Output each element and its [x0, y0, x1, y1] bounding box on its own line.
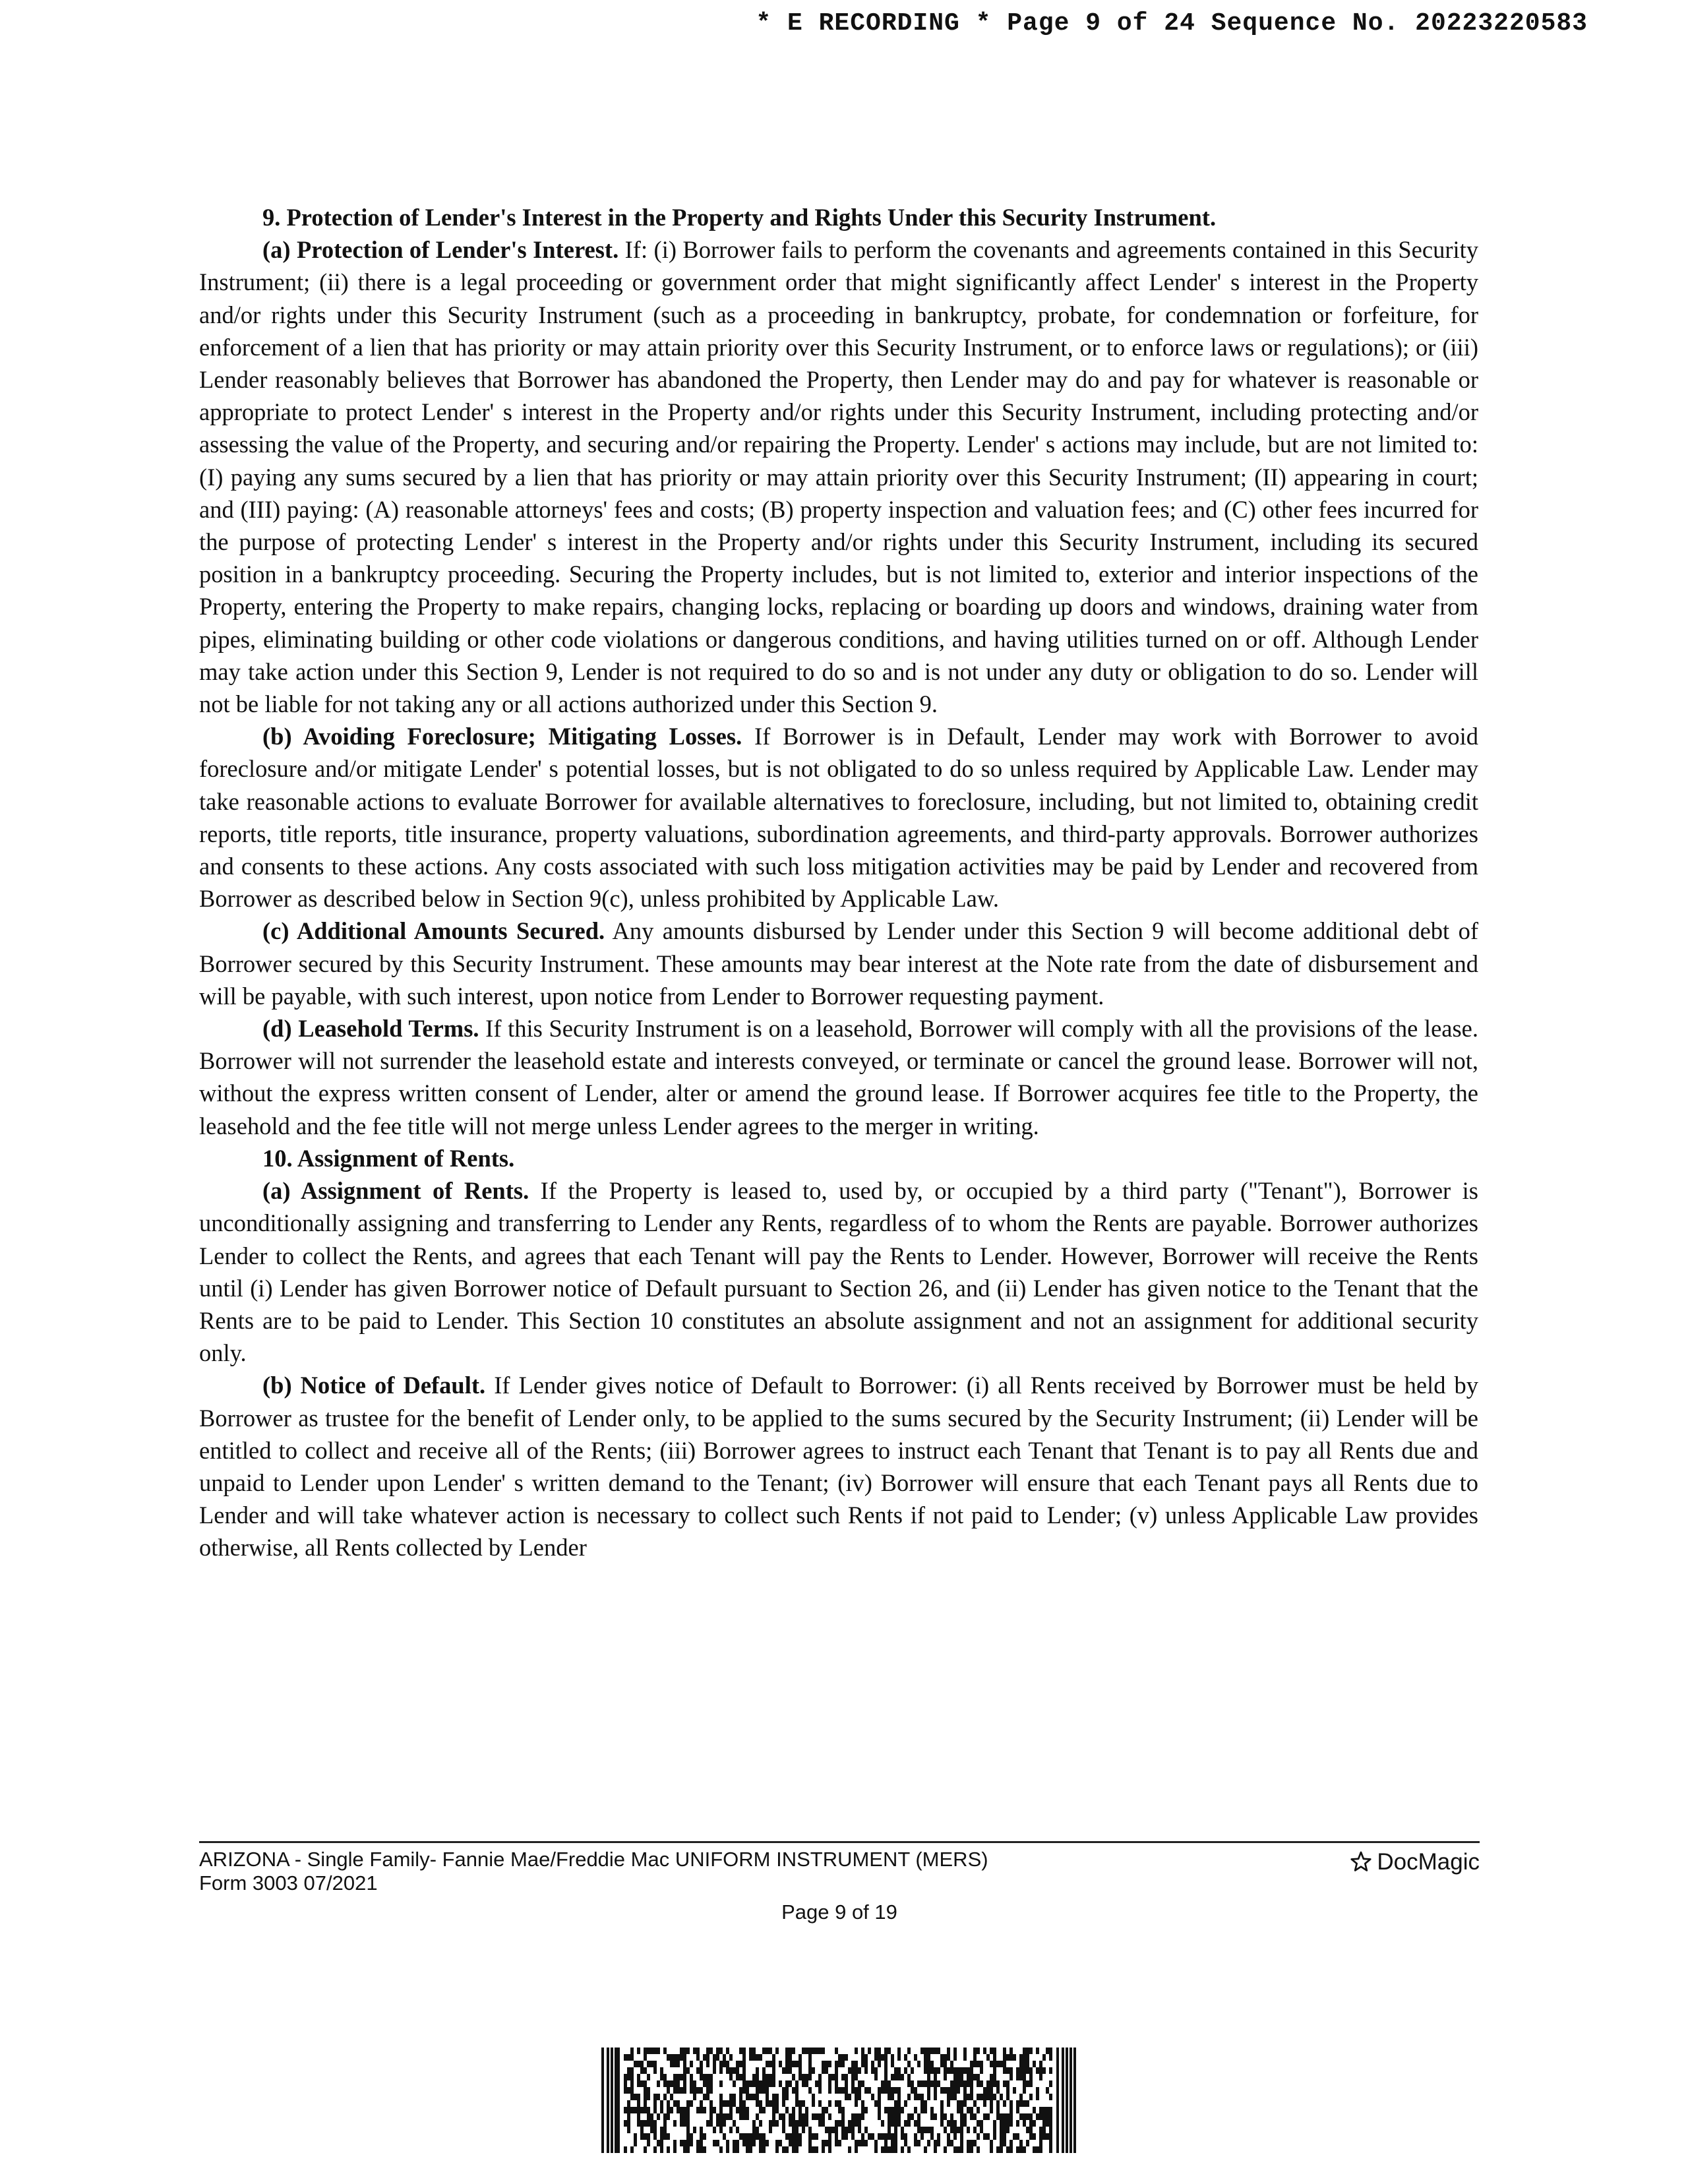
section-9c-label: (c) Additional Amounts Secured. [262, 917, 605, 945]
section-9b-paragraph [199, 720, 1478, 915]
section-9d-text: If this Security Instrument is on a leasehold, Borrower will comply with all the provisions of the lease. Borrower will not surrender the leasehold estate and interests conveyed, or terminate or cancel the ground lease. Borrower will not, without the express written consent of Lender, alter or amend the ground lease. If Borrower acquires fee title to the Property, the leasehold and the fee title will not merge unless Lender agrees to the merger in writing. [199, 1015, 1478, 1139]
footer-divider [199, 1841, 1480, 1843]
section-10a-paragraph [199, 1174, 1478, 1369]
section-10-heading: 10. Assignment of Rents. [262, 1144, 515, 1172]
section-10b-paragraph [199, 1369, 1478, 1563]
section-10a-text: If the Property is leased to, used by, or occupied by a third party ("Tenant"), Borrower is unconditionally assigning and transferring to Lender any Rents, regardless of to whom the Rents are payable. Borrower authorizes Lender to collect the Rents, and agrees that each Tenant will pay the Rents to Lender. However, Borrower will receive the Rents until (i) Lender has given Borrower notice of Default pursuant to Section 26, and (ii) Lender has given notice to the Tenant that the Rents are to be paid to Lender. This Section 10 constitutes an absolute assignment and not an assignment for additional security only. [199, 1177, 1478, 1367]
barcode-image [601, 2048, 1076, 2153]
section-9a-text: If: (i) Borrower fails to perform the covenants and agreements contained in this Security Instrument; (ii) there is a legal proceeding or government order that might significantly affect Lender' s interest in the Property and/or rights under this Security Instrument (such as a proceeding in bankruptcy, probate, for condemnation or forfeiture, for enforcement of a lien that has priority or may attain priority over this Security Instrument, or to enforce laws or regulations); or (iii) Lender reasonably believes that Borrower has abandoned the Property, then Lender may do and pay for whatever is reasonable or appropriate to protect Lender' s interest in the Property and/or rights under this Security Instrument, including protecting and/or assessing the value of the Property, and securing and/or repairing the Property. Lender' s actions may include, but are not limited to: (I) paying any sums secured by a lien that has priority or may attain priority over this Security Instrument; (II) appearing in court; and (III) paying: (A) reasonable attorneys' fees and costs; (B) property inspection and valuation fees; and (C) other fees incurred for the purpose of protecting Lender' s interest in the Property and/or rights under this Security Instrument, including its secured position in a bankruptcy proceeding. Securing the Property includes, but is not limited to, exterior and interior inspections of the Property, entering the Property to make repairs, changing locks, replacing or boarding up doors and windows, draining water from pipes, eliminating building or other code violations or dangerous conditions, and having utilities turned on or off. Although Lender may take action under this Section 9, Lender is not required to do so and is not under any duty or obligation to do so. Lender will not be liable for not taking any or all actions authorized under this Section 9. [199, 236, 1479, 718]
section-9-heading: 9. Protection of Lender's Interest in the Property and Rights Under this Security Instrument. [262, 204, 1217, 231]
form-number: Form 3003 07/2021 [199, 1871, 378, 1895]
section-9b-text: If Borrower is in Default, Lender may work with Borrower to avoid foreclosure and/or mitigate Lender' s potential losses, but is not obligated to do so unless required by Applicable Law. Lender may take reasonable actions to evaluate Borrower for available alternatives to foreclosure, including, but not limited to, obtaining credit reports, title reports, title insurance, property valuations, subordination agreements, and third-party approvals. Borrower authorizes and consents to these actions. Any costs associated with such loss mitigation activities may be paid by Lender and recovered from Borrower as described below in Section 9(c), unless prohibited by Applicable Law. [199, 723, 1479, 913]
page-number: Page 9 of 19 [781, 1900, 897, 1924]
document-body [199, 201, 1478, 1564]
brand-name: DocMagic [1377, 1849, 1480, 1875]
recording-header: * E RECORDING * Page 9 of 24 Sequence No. 20223220583 [756, 9, 1588, 38]
section-9d-label: (d) Leasehold Terms. [262, 1015, 479, 1043]
section-10b-text: If Lender gives notice of Default to Borrower: (i) all Rents received by Borrower must be held by Borrower as trustee for the benefit of Lender only, to be applied to the sums secured by the Security Instrument; (ii) Lender will be entitled to collect and receive all of the Rents; (iii) Borrower agrees to instruct each Tenant that Tenant is to pay all Rents due and unpaid to Lender upon Lender' s written demand to the Tenant; (iv) Borrower will ensure that each Tenant pays all Rents due to Lender and will take whatever action is necessary to collect such Rents if not paid to Lender; (v) unless Applicable Law provides otherwise, all Rents collected by Lender [199, 1372, 1478, 1562]
page-footer [199, 1848, 1480, 1927]
form-info [199, 1848, 988, 1895]
section-9a-paragraph [199, 233, 1478, 720]
star-outline-icon [1349, 1850, 1373, 1874]
form-title: ARIZONA - Single Family- Fannie Mae/Freddie Mac UNIFORM INSTRUMENT (MERS) [199, 1848, 988, 1871]
section-10a-label: (a) Assignment of Rents. [262, 1177, 529, 1205]
section-9d-paragraph [199, 1012, 1478, 1142]
section-10b-label: (b) Notice of Default. [262, 1372, 486, 1399]
docmagic-logo [1349, 1850, 1480, 1874]
section-9b-label: (b) Avoiding Foreclosure; Mitigating Losses. [262, 723, 742, 750]
section-9a-label: (a) Protection of Lender's Interest. [262, 236, 619, 264]
section-9c-text: Any amounts disbursed by Lender under this Section 9 will become additional debt of Borrower secured by this Security Instrument. These amounts may bear interest at the Note rate from the date of disbursement and will be payable, with such interest, upon notice from Lender to Borrower requesting payment. [199, 917, 1478, 1010]
section-9c-paragraph [199, 915, 1478, 1012]
